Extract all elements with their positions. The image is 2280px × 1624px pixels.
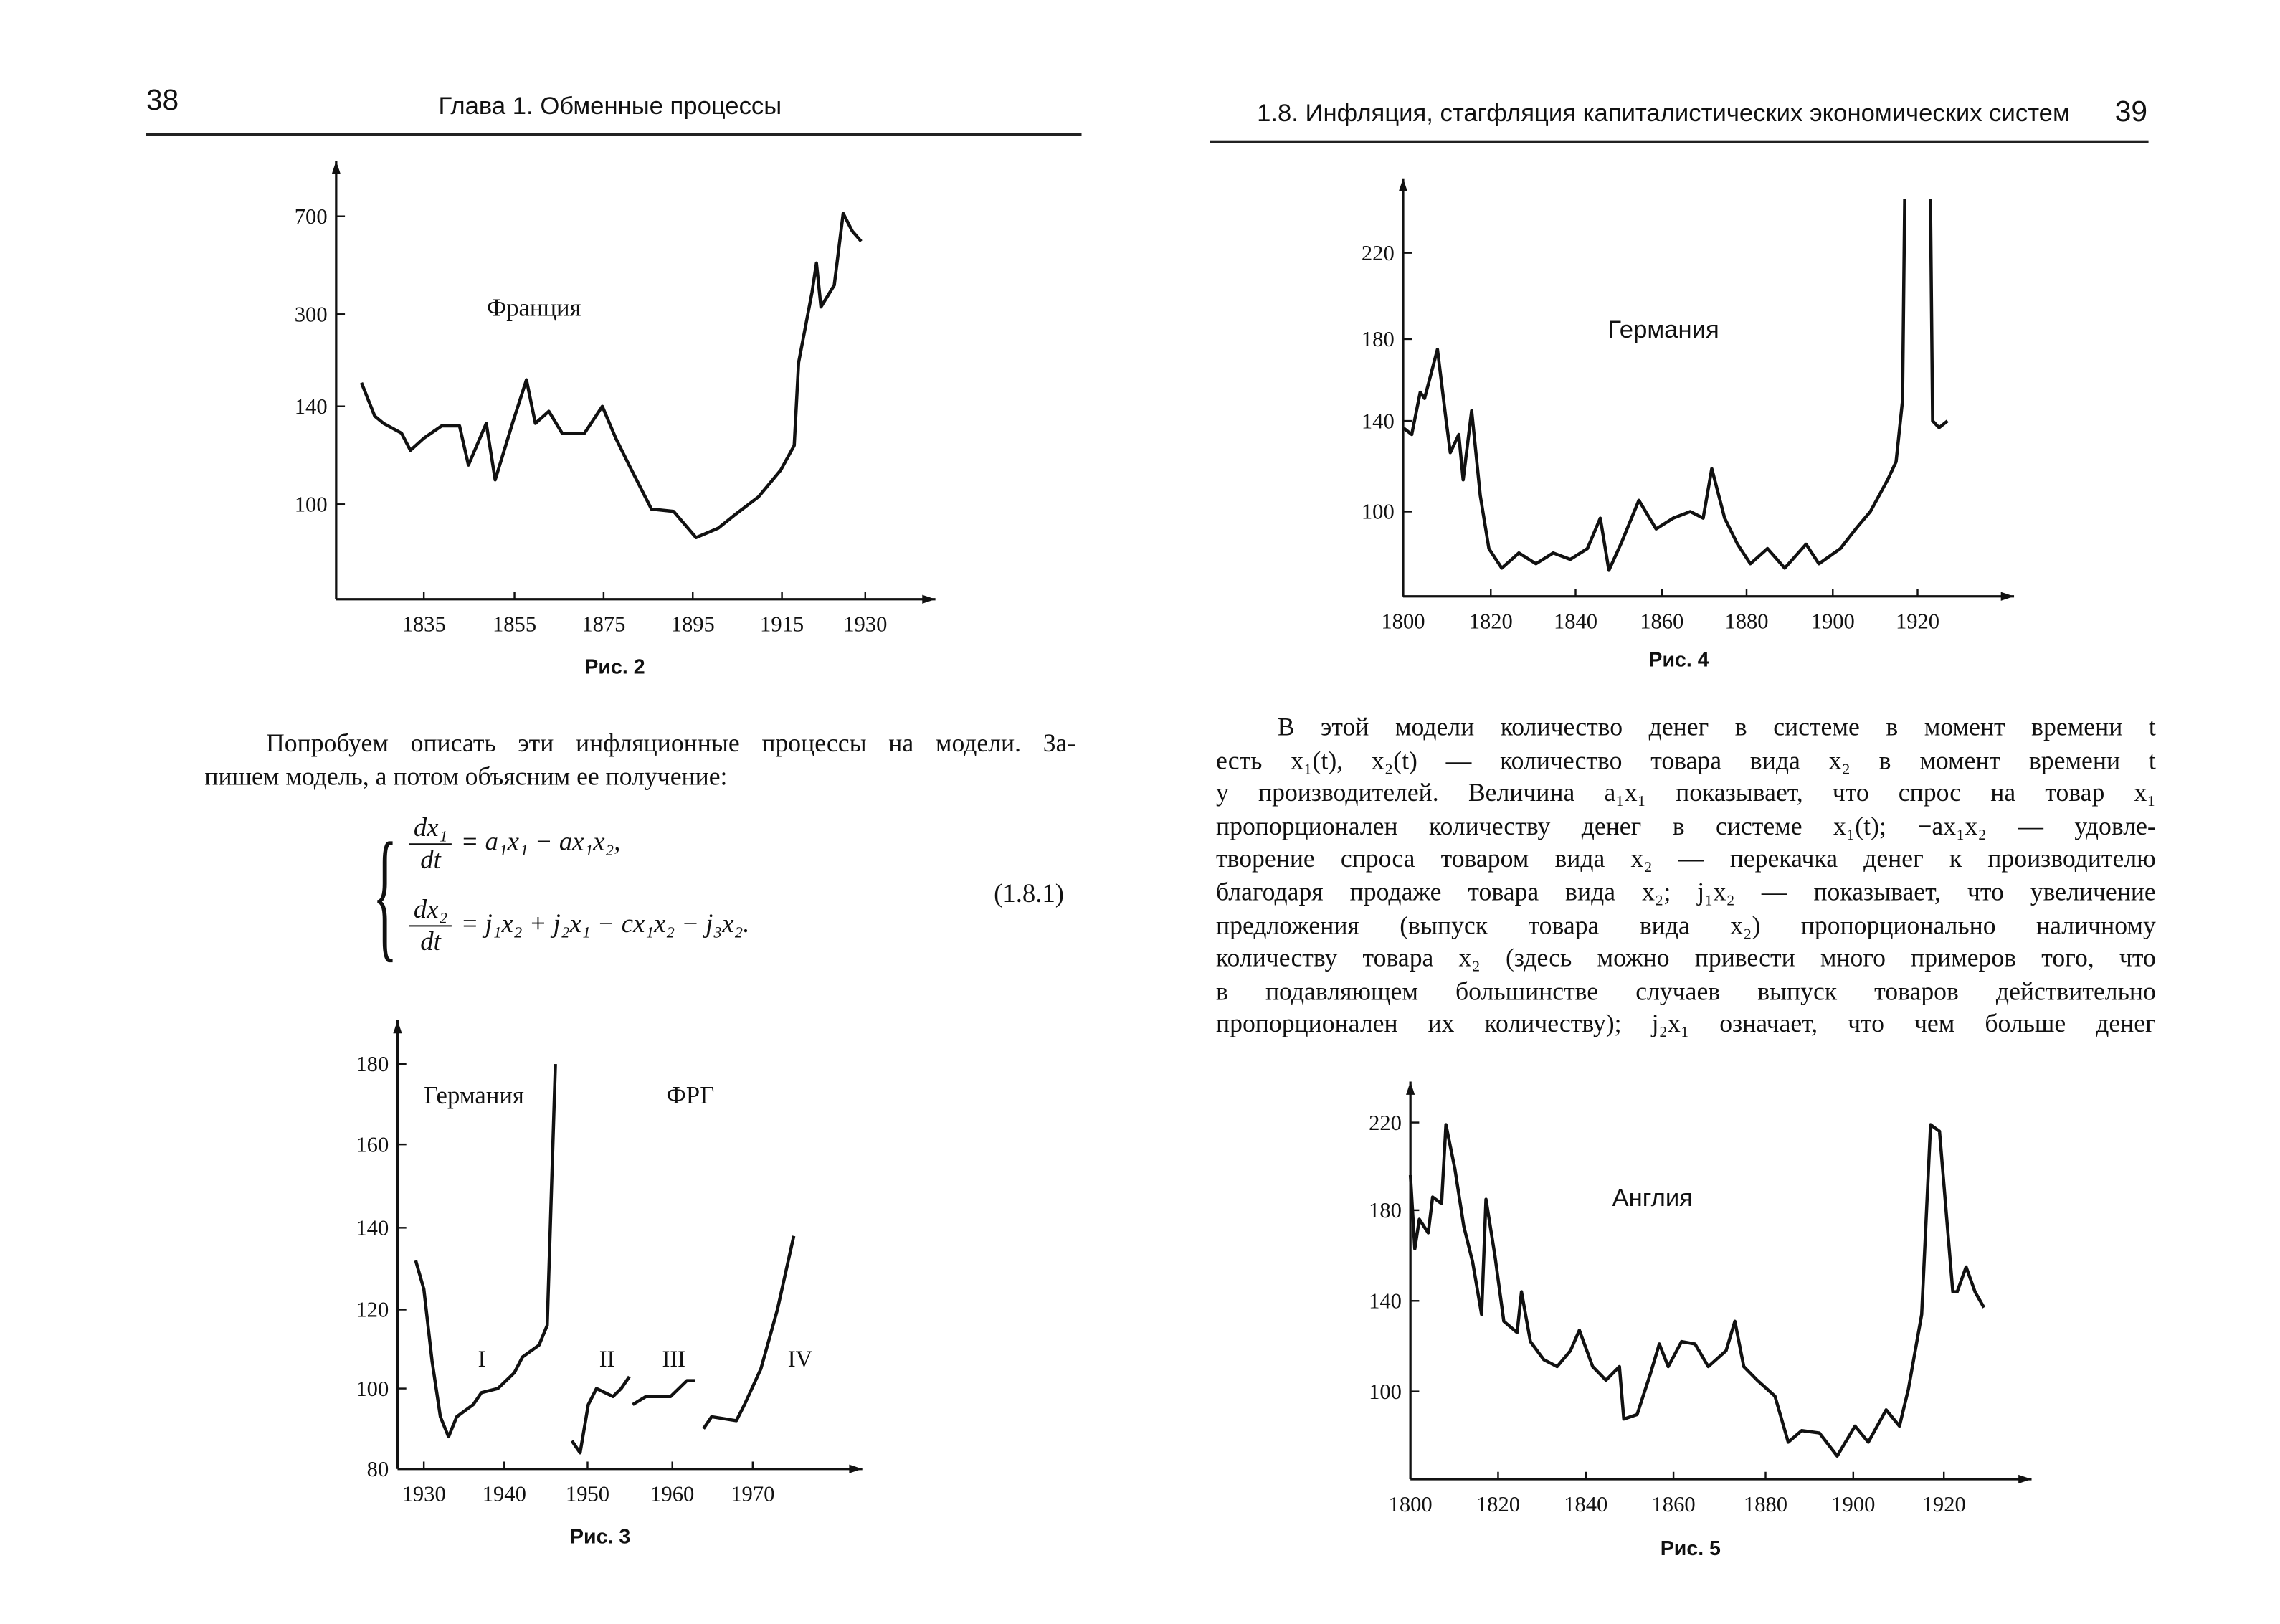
series-line-ii: [572, 1377, 630, 1453]
x-axis-arrow: [849, 1465, 862, 1473]
text-line: Попробуем описать эти инфляционные процессы на модели. За-: [266, 728, 1076, 757]
right-running-head: 1.8. Инфляция, стагфляция капиталистических экономических систем: [1257, 99, 2070, 128]
y-axis-arrow: [1399, 179, 1407, 191]
y-tick-label: 100: [1361, 499, 1395, 524]
y-tick-label: 180: [1369, 1198, 1402, 1223]
y-axis-arrow: [393, 1020, 402, 1033]
text-line: есть x₁(t), x₂(t) — количество товара вида x₂ в момент времени t: [1216, 744, 2156, 774]
x-tick-label: 1880: [1724, 609, 1769, 634]
text-line: предложения (выпуск товара вида x₂) пропорционально наличному: [1216, 910, 2156, 939]
y-axis-arrow: [332, 161, 341, 174]
x-tick-label: 1820: [1468, 609, 1513, 634]
x-tick-label: 1915: [760, 612, 804, 637]
x-tick-label: 1900: [1831, 1491, 1876, 1516]
right-header-rule: [1210, 141, 2149, 143]
x-axis-arrow: [922, 595, 935, 604]
y-tick-label: 140: [1361, 409, 1395, 434]
series-line-i: [416, 1064, 556, 1437]
left-page-number: 38: [146, 85, 179, 118]
text-line: В этой модели количество денег в системе в момент времени t: [1277, 711, 2156, 741]
y-tick-label: 180: [1361, 327, 1395, 352]
caption-fig2: Рис. 2: [584, 655, 645, 678]
text-line: пишем модель, а потом объясним ее получение:: [204, 761, 728, 791]
equation-line-2: [409, 895, 750, 958]
text-line: количеству товара x₂ (здесь можно привести много примеров того, что: [1216, 943, 2156, 972]
series-line-iii: [632, 1381, 695, 1405]
text-line: благодаря продаже товара вида x₂; j₁x₂ — показывает, что увеличение: [1216, 877, 2156, 906]
series-line-англия: [1410, 1125, 1984, 1456]
series-line-германия: [1403, 199, 1947, 570]
left-paragraph: [204, 726, 1075, 792]
x-tick-label: 1970: [731, 1481, 775, 1506]
fig4-title: Германия: [1607, 315, 1719, 344]
x-tick-label: 1940: [482, 1481, 526, 1506]
x-tick-label: 1855: [492, 612, 537, 637]
eq1-numerator: dx₁: [409, 812, 452, 845]
fig3-label-II: II: [599, 1347, 615, 1373]
fig5-title: Англия: [1612, 1184, 1693, 1212]
x-tick-label: 1820: [1476, 1491, 1521, 1516]
x-axis-arrow: [2018, 1475, 2031, 1483]
fig3-label-IV: IV: [787, 1347, 813, 1373]
y-tick-label: 220: [1361, 240, 1395, 265]
y-tick-label: 100: [356, 1376, 389, 1401]
x-tick-label: 1840: [1564, 1491, 1608, 1516]
left-running-head: Глава 1. Обменные процессы: [438, 92, 782, 120]
y-axis-arrow: [1406, 1081, 1415, 1094]
y-tick-label: 140: [356, 1215, 389, 1240]
series-line-франция: [361, 214, 861, 538]
y-tick-label: 100: [294, 492, 328, 517]
x-axis-arrow: [2001, 592, 2014, 601]
fig3-label-I: I: [478, 1347, 486, 1373]
y-tick-label: 140: [1369, 1288, 1402, 1314]
fig3-title-germany: Германия: [424, 1081, 524, 1110]
text-line: у производителей. Величина a₁x₁ показывает, что спрос на товар x₁: [1216, 777, 2156, 807]
y-tick-label: 160: [356, 1132, 389, 1157]
fig3-label-III: III: [662, 1347, 686, 1373]
text-line: творение спроса товаром вида x₂ — перекачка денег к производителю: [1216, 843, 2156, 873]
eq1-rhs: = a₁x₁ − ax₁x₂,: [460, 827, 621, 856]
x-tick-label: 1930: [843, 612, 888, 637]
eq2-numerator: dx₂: [409, 895, 452, 927]
x-tick-label: 1930: [402, 1481, 446, 1506]
fig2-title: Франция: [486, 293, 581, 322]
right-paragraph: [1216, 711, 2156, 1041]
equation-brace: {: [372, 812, 398, 975]
caption-fig3: Рис. 3: [570, 1524, 631, 1548]
eq2-rhs: = j₁x₂ + j₂x₁ − cx₁x₂ − j₃x₂.: [460, 908, 750, 938]
x-tick-label: 1960: [650, 1481, 695, 1506]
y-tick-label: 120: [356, 1297, 389, 1322]
y-tick-label: 140: [294, 394, 328, 419]
y-tick-label: 300: [294, 302, 328, 327]
x-tick-label: 1900: [1810, 609, 1855, 634]
text-line: в подавляющем большинстве случаев выпуск товаров действительно: [1216, 976, 2156, 1005]
x-tick-label: 1835: [402, 612, 446, 637]
y-tick-label: 180: [356, 1052, 389, 1077]
eq1-denominator: dt: [420, 845, 441, 875]
left-header-rule: [146, 133, 1082, 136]
equation-number: (1.8.1): [994, 878, 1065, 908]
eq2-denominator: dt: [420, 926, 441, 956]
series-line-iv: [703, 1236, 794, 1429]
equation-line-1: [409, 812, 621, 875]
x-tick-label: 1840: [1553, 609, 1598, 634]
y-tick-label: 700: [294, 204, 328, 229]
x-tick-label: 1895: [670, 612, 715, 637]
x-tick-label: 1860: [1651, 1491, 1696, 1516]
caption-fig5: Рис. 5: [1660, 1536, 1721, 1560]
x-tick-label: 1920: [1895, 609, 1940, 634]
y-tick-label: 220: [1369, 1110, 1402, 1135]
text-line: пропорционален количеству денег в системе x₁(t); −ax₁x₂ — удовле-: [1216, 810, 2156, 840]
x-tick-label: 1800: [1381, 609, 1425, 634]
caption-fig4: Рис. 4: [1648, 647, 1709, 671]
x-tick-label: 1920: [1922, 1491, 1966, 1516]
x-tick-label: 1875: [581, 612, 626, 637]
x-tick-label: 1860: [1640, 609, 1684, 634]
fig3-title-frg: ФРГ: [666, 1081, 715, 1110]
y-tick-label: 100: [1369, 1379, 1402, 1404]
x-tick-label: 1880: [1743, 1491, 1788, 1516]
text-line: пропорционален их количеству); j₂x₁ означает, что чем больше денег: [1216, 1009, 2156, 1039]
right-page-number: 39: [2114, 96, 2148, 129]
y-tick-label: 80: [366, 1456, 389, 1481]
x-tick-label: 1800: [1388, 1491, 1433, 1516]
x-tick-label: 1950: [565, 1481, 610, 1506]
